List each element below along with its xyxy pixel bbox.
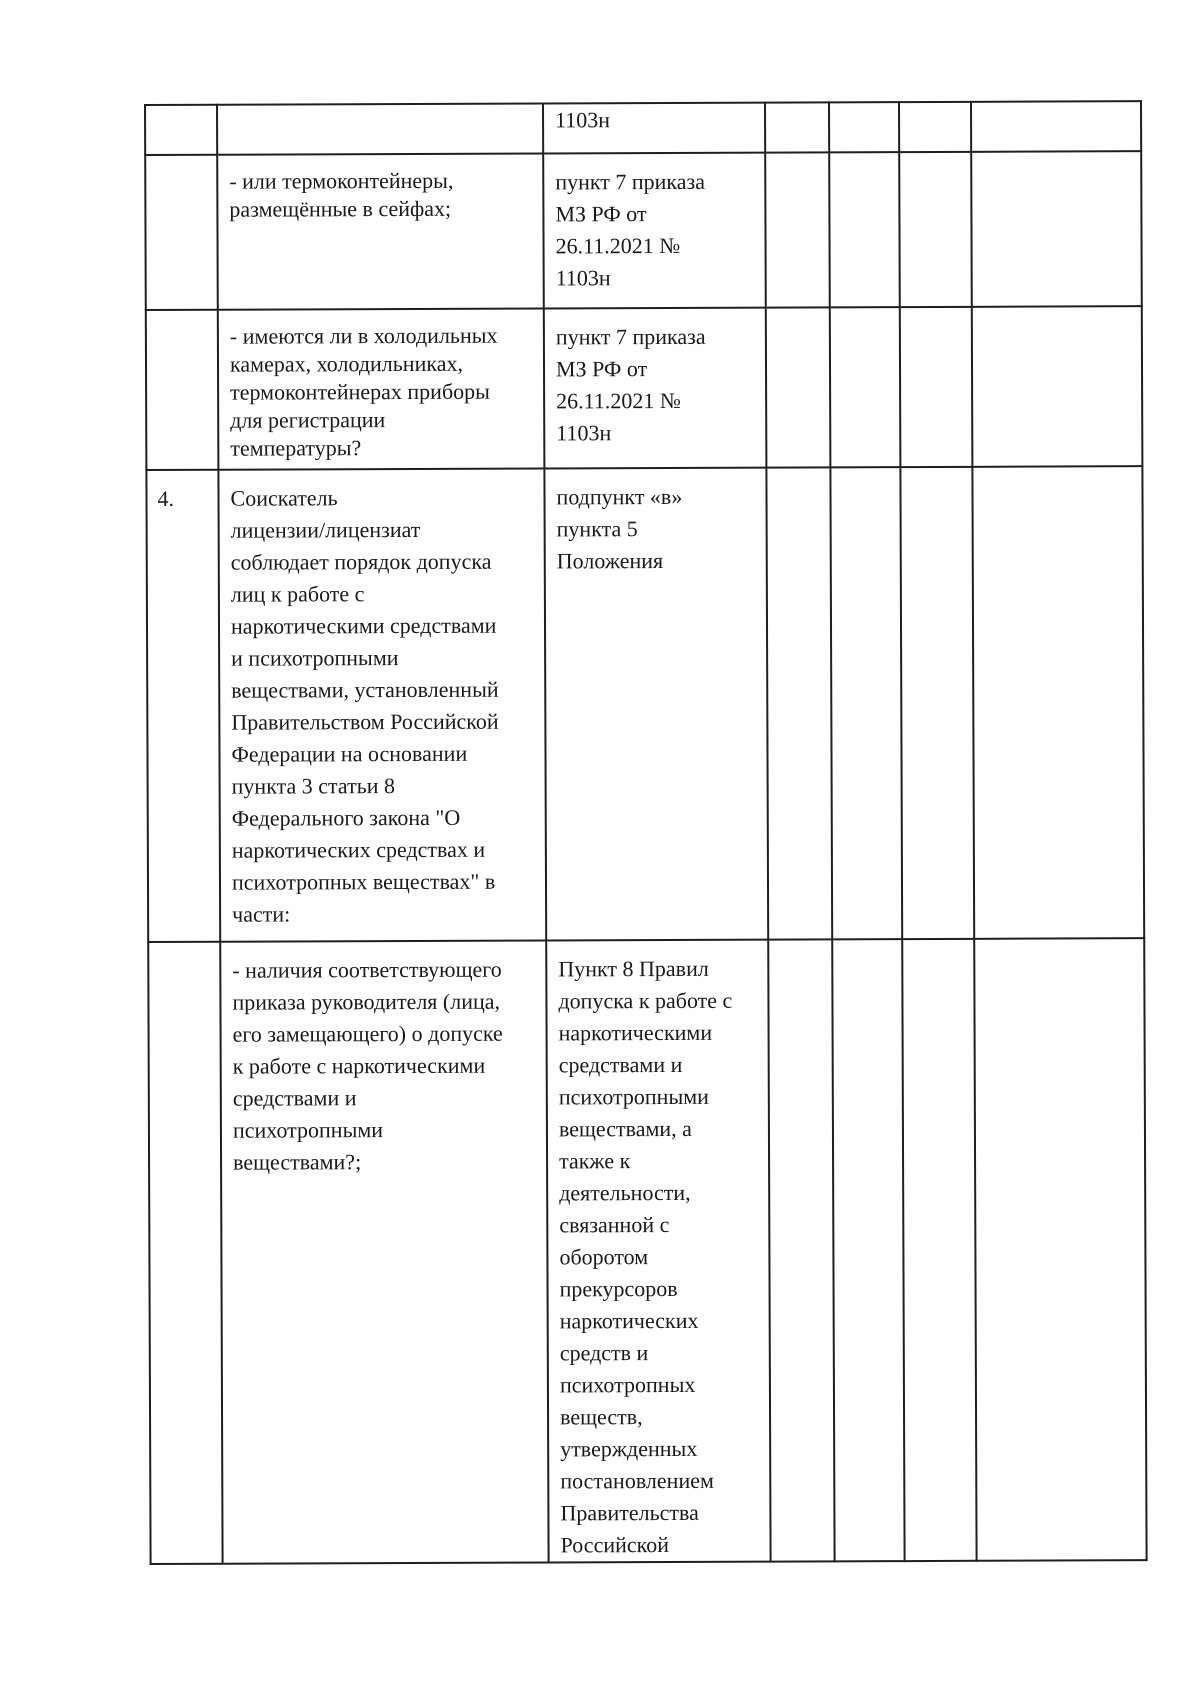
- check-cell-1: [765, 102, 829, 152]
- note-cell: [971, 151, 1142, 307]
- check-cell-1: [766, 307, 831, 467]
- reference-text: Пункт 8 Правил допуска к работе с наркотическими средствами и психотропными веществами, а также к деятельности, связанной с оборотом прекурсоров наркотических средств и психотропных веществ, утвержденных постановлением Правительства Российской: [558, 955, 733, 1558]
- check-cell-3: [899, 152, 972, 307]
- table-row: [146, 306, 1143, 470]
- check-cell-2: [829, 152, 900, 307]
- reference-cell: [543, 103, 765, 154]
- requirement-cell: [217, 103, 543, 154]
- requirement-text: - наличия соответствующего приказа руководителя (лица, его замещающего) о допуске к работе с наркотическими средствами и психотропными веществами?;: [232, 956, 503, 1175]
- requirement-text: - или термоконтейнеры, размещённые в сейфах;: [229, 167, 454, 222]
- check-cell-3: [900, 307, 973, 467]
- table-row: [148, 938, 1146, 1564]
- reference-text: подпункт «в» пункта 5 Положения: [556, 483, 683, 574]
- reference-cell: [543, 153, 766, 309]
- row-number: 4.: [157, 485, 175, 511]
- check-cell-3: [902, 939, 976, 1561]
- row-number-cell: [145, 155, 218, 310]
- reference-cell: [544, 308, 767, 469]
- table-row: [145, 151, 1142, 310]
- requirement-cell: [218, 308, 545, 469]
- check-cell-1: [766, 467, 832, 939]
- note-cell: [972, 466, 1144, 939]
- requirement-text: Соискатель лицензии/лицензиат соблюдает порядок допуска лиц к работе с наркотическими средствами и психотропными веществами, установленный Правительством Российской Федерации на основании пункта 3 статьи 8 Федерального закона "О наркотических средствах и психотропных веществах" в части:: [230, 485, 499, 927]
- check-cell-1: [768, 939, 834, 1561]
- reference-cell: [544, 468, 768, 941]
- check-cell-2: [830, 307, 901, 467]
- requirement-text: - имеются ли в холодильных камерах, холодильниках, термоконтейнерах приборы для регистрации температуры?: [229, 322, 498, 461]
- row-number-cell: [145, 105, 217, 155]
- check-cell-2: [832, 939, 904, 1561]
- reference-cell: [546, 940, 770, 1563]
- check-cell-3: [899, 102, 971, 152]
- requirement-text: [229, 107, 532, 108]
- requirement-cell: [217, 153, 544, 309]
- reference-text: 1103н: [555, 107, 611, 133]
- requirement-cell: [218, 468, 546, 941]
- reference-text: пункт 7 приказа МЗ РФ от 26.11.2021 № 1103н: [555, 323, 706, 446]
- row-number-cell: [146, 310, 219, 470]
- note-cell: [971, 101, 1141, 152]
- requirement-cell: [220, 940, 548, 1563]
- row-number-cell: [148, 942, 222, 1564]
- table-row: [145, 101, 1141, 155]
- table-row: [146, 466, 1144, 942]
- check-cell-2: [829, 102, 899, 152]
- check-cell-3: [900, 467, 974, 939]
- check-cell-1: [765, 152, 830, 307]
- checklist-table: [144, 100, 1148, 1565]
- row-number-cell: [146, 470, 220, 942]
- reference-text: пункт 7 приказа МЗ РФ от 26.11.2021 № 1103н: [555, 168, 706, 291]
- note-cell: [972, 306, 1143, 467]
- check-cell-2: [830, 467, 902, 939]
- note-cell: [974, 938, 1146, 1561]
